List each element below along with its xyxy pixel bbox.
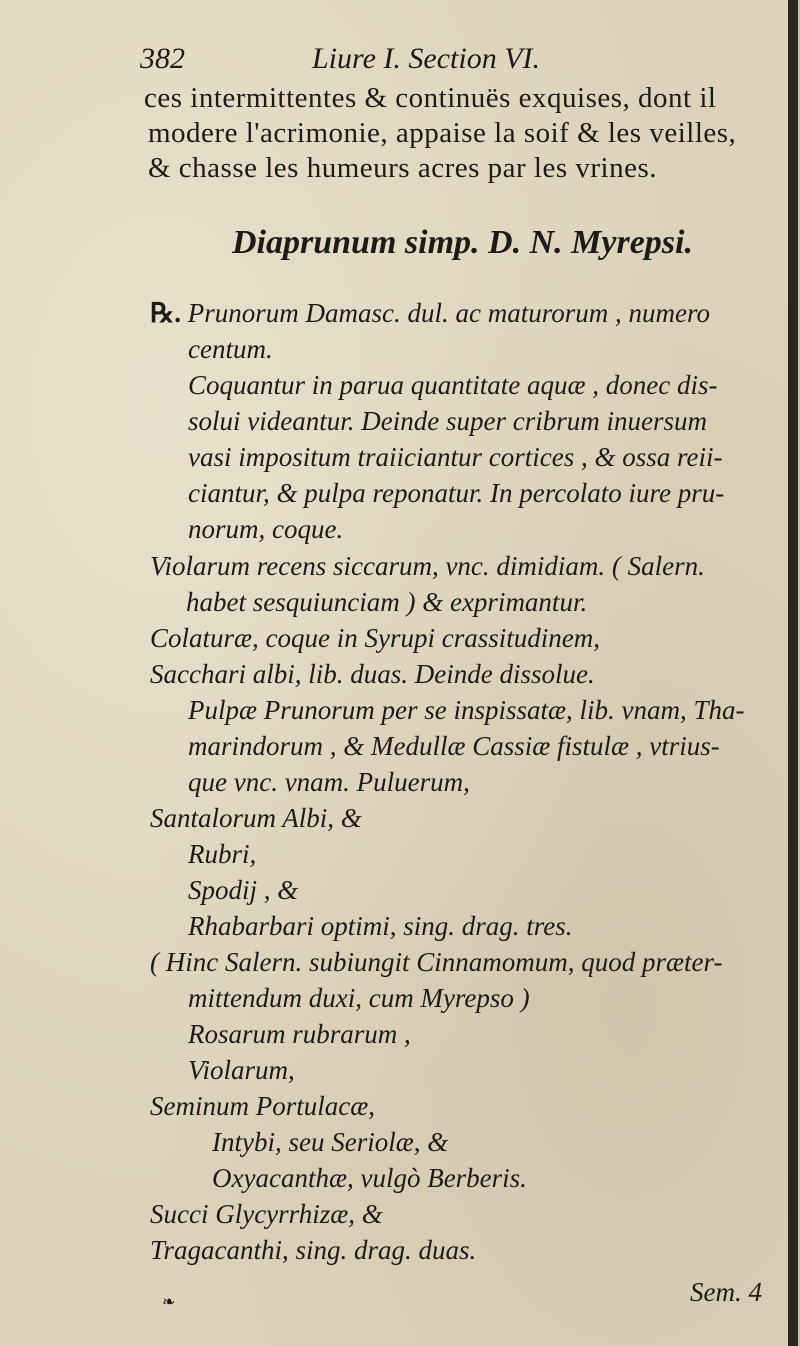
recipe-line: marindorum , & Medullæ Cassiæ fistulæ , vtrius- [188,731,720,761]
recipe-line: que vnc. vnam. Puluerum, [188,767,470,797]
recipe-title: Diaprunum simp. D. N. Myrepsi. [232,224,693,261]
ornament-icon: ❧ [162,1292,176,1311]
recipe-line: Pulpæ Prunorum per se inspissatæ, lib. vnam, Tha- [188,695,745,725]
recipe-line: centum. [188,334,273,364]
recipe-line: Rhabarbari optimi, sing. drag. tres. [188,911,573,941]
recipe-line: Rosarum rubrarum , [188,1019,411,1049]
recipe-first-line [150,298,710,329]
recipe-line: Succi Glycyrrhizæ, & [150,1199,383,1229]
recipe-line: Violarum, [188,1055,295,1085]
recipe-line: habet sesquiunciam ) & exprimantur. [186,587,588,617]
page-number: 382 [140,42,185,75]
recipe-line: Intybi, seu Seriolæ, & [212,1127,449,1157]
recipe-line: Coquantur in parua quantitate aquæ , donec dis- [188,370,718,400]
recipe-line: mittendum duxi, cum Myrepso ) [188,983,530,1013]
recipe-line: Oxyacanthæ, vulgò Berberis. [212,1163,527,1193]
recipe-line: Rubri, [188,839,257,869]
recipe-line: Colaturæ, coque in Syrupi crassitudinem, [150,623,600,653]
recipe-symbol-icon: ℞. [150,298,181,328]
recipe-line: ciantur, & pulpa reponatur. In percolato iure pru- [188,478,725,508]
recipe-line: Seminum Portulacæ, [150,1091,375,1121]
recipe-line: Violarum recens siccarum, vnc. dimidiam. ( Salern. [150,551,705,581]
recipe-line: Santalorum Albi, & [150,803,362,833]
intro-line-3: & chasse les humeurs acres par les vrines. [148,152,658,184]
recipe-line: vasi impositum traiiciantur cortices , & ossa reii- [188,442,723,472]
intro-line-2: modere l'acrimonie, appaise la soif & les veilles, [148,117,737,149]
running-head: Liure I. Section VI. [312,42,541,75]
recipe-line: norum, coque. [188,514,344,544]
recipe-first-line-text: Prunorum Damasc. dul. ac maturorum , numero [187,298,710,328]
intro-line-1: ces intermittentes & continuës exquises, dont il [144,82,717,114]
recipe-line: Tragacanthi, sing. drag. duas. [150,1235,477,1265]
catchword: Sem. 4 [690,1277,762,1307]
recipe-line: Spodij , & [188,875,299,905]
recipe-line: solui videantur. Deinde super cribrum inuersum [188,406,707,436]
recipe-line: ( Hinc Salern. subiungit Cinnamomum, quod præter- [150,947,723,977]
recipe-line: Sacchari albi, lib. duas. Deinde dissolue. [150,659,595,689]
